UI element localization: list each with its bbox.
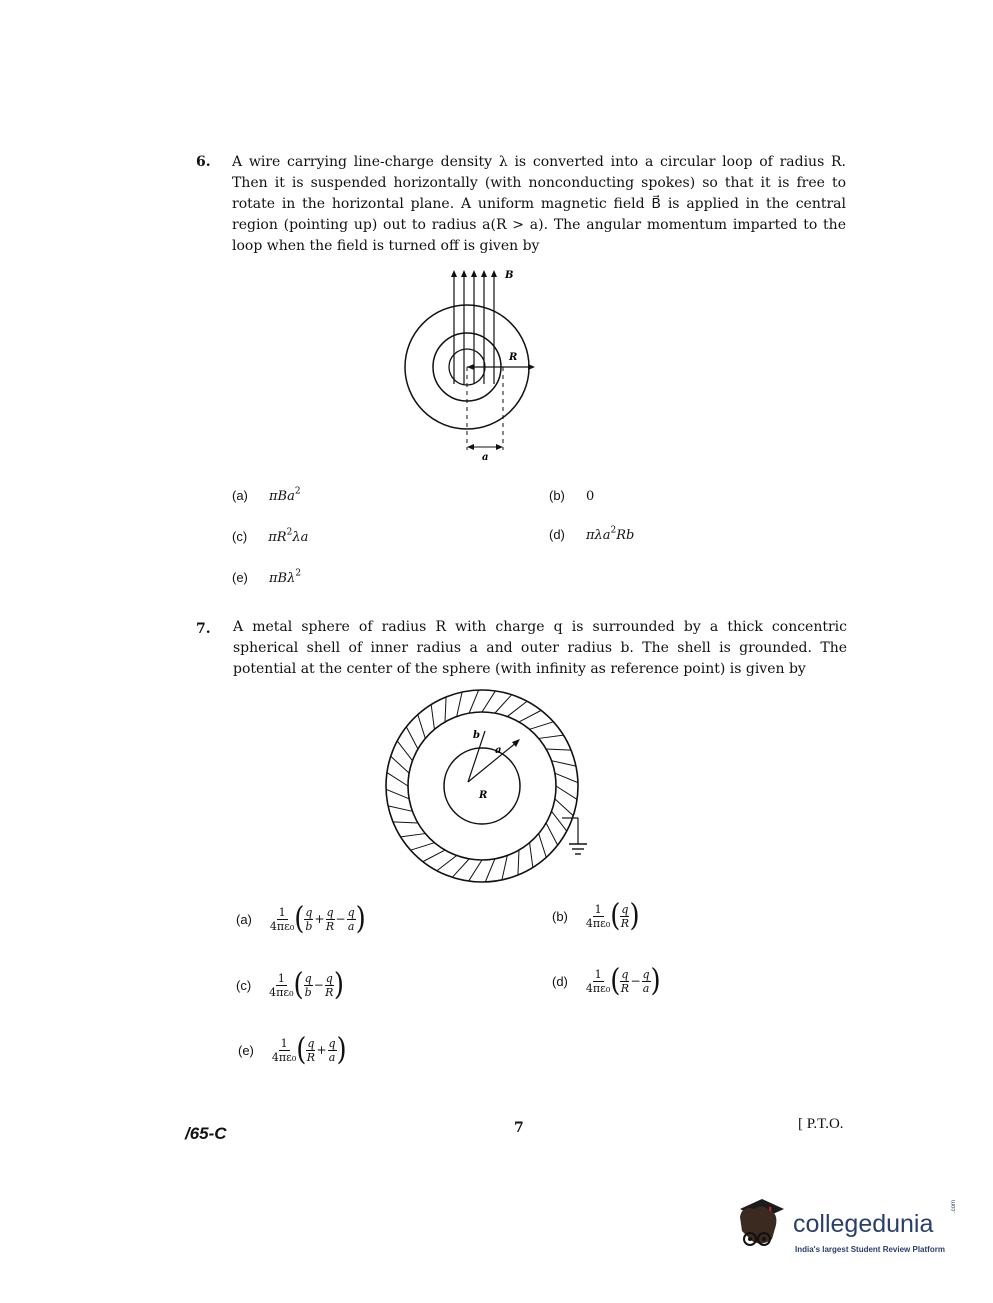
page-number: 7 — [514, 1120, 524, 1136]
label-a: a — [495, 745, 502, 756]
brand-name: collegedunia — [793, 1210, 934, 1238]
shell-hatch-line — [391, 756, 409, 773]
prefactor: $\frac{1}{\text{4πε₀}}$ — [271, 1036, 297, 1064]
shell-hatch-line — [469, 690, 479, 713]
option-tail: Rb — [616, 528, 635, 543]
paper-code: /65-C — [185, 1124, 227, 1143]
option-label: (b) — [552, 908, 568, 924]
shell-hatch-line — [411, 843, 435, 851]
shell-hatch-line — [388, 806, 412, 811]
question-7-number: 7. — [196, 621, 211, 637]
pto-label: [ P.T.O. — [798, 1116, 844, 1132]
shell-hatch-line — [387, 773, 408, 786]
option-value: πBa — [268, 489, 295, 504]
term: $\frac{q}{b}$ — [305, 905, 313, 933]
shell-hatch-line — [530, 843, 533, 868]
shell-hatch-line — [401, 834, 426, 837]
shell-hatch-line — [457, 692, 462, 716]
option-label: (d) — [552, 973, 568, 989]
shell-hatch-line — [397, 741, 412, 761]
shell-hatch-line — [423, 850, 445, 862]
option-label: (a) — [236, 911, 252, 927]
option-label: (c) — [232, 529, 248, 544]
prefactor: $\frac{1}{\text{4πε₀}}$ — [585, 902, 611, 930]
shell-hatch-line — [539, 834, 547, 858]
option-value: πBλ — [268, 571, 296, 586]
shell-hatch-line — [546, 749, 571, 750]
option-label: (d) — [549, 527, 565, 542]
label-B: B — [505, 270, 514, 281]
shell-hatch-line — [431, 705, 434, 730]
q6-option-a[interactable] — [232, 485, 301, 504]
collegedunia-mascot-logo — [732, 1195, 792, 1260]
term: $\frac{q}{R}$ — [620, 902, 630, 930]
option-value: πR — [268, 530, 287, 545]
shell-hatch-line — [406, 727, 418, 749]
option-label: (b) — [549, 488, 565, 503]
shell-hatch-line — [495, 695, 512, 713]
option-value: πλa — [585, 528, 611, 543]
option-sup: 2 — [295, 568, 302, 579]
q7-option-e[interactable]: (e) $\frac{1}{\text{4πε₀}}$ ( $\frac{q}{R}$ + $\frac{q}{a}$ ) — [238, 1032, 347, 1068]
brand-tagline: India's largest Student Review Platform — [795, 1245, 945, 1254]
term: $\frac{q}{R}$ — [620, 967, 630, 995]
term: $\frac{q}{b}$ — [304, 971, 312, 999]
shell-hatch-line — [386, 789, 409, 799]
question-7-text: A metal sphere of radius R with charge q is surrounded by a thick concentric spherical shell of inner radius a and outer radius b. The shell is grounded. The potential at the center of the sphere (with infinity as reference point) is given by — [233, 619, 847, 677]
option-label: (a) — [232, 488, 248, 503]
question-7-diagram — [372, 686, 602, 886]
prefactor: $\frac{1}{\text{4πε₀}}$ — [269, 971, 294, 999]
term: $\frac{q}{R}$ — [306, 1036, 316, 1064]
term: $\frac{q}{a}$ — [328, 1036, 336, 1064]
shell-hatch-line — [552, 761, 576, 766]
shell-hatch-line — [556, 786, 577, 799]
term: $\frac{q}{a}$ — [642, 967, 650, 995]
shell-hatch-line — [393, 822, 418, 823]
term: $\frac{q}{R}$ — [325, 905, 335, 933]
shell-hatch-line — [445, 697, 446, 722]
q7-option-a[interactable]: (a) $\frac{1}{\text{4πε₀}}$ ( $\frac{q}{b}$ + $\frac{q}{R}$ − $\frac{q}{a}$ ) — [236, 901, 366, 937]
option-sup: 2 — [286, 527, 293, 538]
label-R: R — [509, 352, 518, 363]
question-6-diagram — [395, 262, 555, 467]
shell-hatch-line — [555, 773, 578, 783]
question-6-number: 6. — [196, 154, 211, 170]
label-b: b — [473, 730, 480, 741]
q7-option-b[interactable]: (b) $\frac{1}{\text{4πε₀}}$ ( $\frac{q}{R}$ ) — [552, 898, 640, 934]
shell-hatch-line — [518, 850, 519, 875]
shell-hatch-line — [482, 691, 495, 712]
q6-option-b[interactable] — [549, 485, 594, 504]
shell-hatch-line — [546, 823, 558, 845]
prefactor: $\frac{1}{\text{4πε₀}}$ — [269, 905, 295, 933]
option-value: 0 — [585, 489, 595, 504]
shell-hatch-line — [502, 856, 507, 880]
shell-hatch-line — [530, 722, 554, 730]
shell-hatch-line — [507, 701, 527, 716]
shell-hatch-line — [552, 811, 567, 831]
label-a: a — [482, 452, 489, 463]
option-sup: 2 — [294, 486, 301, 497]
option-label: (c) — [236, 977, 252, 993]
brand-com: .com — [951, 1199, 957, 1213]
label-R: R — [479, 790, 488, 801]
option-tail: λa — [292, 530, 309, 545]
shell-hatch-line — [539, 735, 564, 738]
option-label: (e) — [232, 570, 248, 585]
q6-option-e[interactable] — [232, 567, 301, 586]
shell-hatch-line — [418, 715, 426, 739]
shell-hatch-line — [437, 856, 457, 871]
term: $\frac{q}{R}$ — [325, 971, 334, 999]
q6-option-d[interactable] — [549, 524, 634, 543]
question-6-text: A wire carrying line-charge density λ is converted into a circular loop of radius R. Then it is suspended horizontally (with nonconducting spokes) so that it is free to rotate in the horizontal plane. A uniform magnetic field B⃗ is applied in the central region (pointing up) out to radius a(R > a). The angular momentum imparted to the loop when the field is turned off is given by — [232, 154, 846, 254]
q7-option-c[interactable]: (c) $\frac{1}{\text{4πε₀}}$ ( $\frac{q}{b}$ − $\frac{q}{R}$ ) — [236, 967, 344, 1003]
shell-hatch-line — [469, 860, 482, 881]
term: $\frac{q}{a}$ — [347, 905, 355, 933]
shell-hatch-line — [555, 799, 573, 816]
prefactor: $\frac{1}{\text{4πε₀}}$ — [585, 967, 611, 995]
option-sup: 2 — [610, 525, 617, 536]
shell-hatch-line — [485, 859, 495, 882]
option-label: (e) — [238, 1042, 254, 1058]
shell-hatch-line — [452, 859, 469, 877]
q6-option-c[interactable] — [232, 526, 308, 545]
shell-hatch-line — [519, 710, 541, 722]
q7-option-d[interactable]: (d) $\frac{1}{\text{4πε₀}}$ ( $\frac{q}{R}$ − $\frac{q}{a}$ ) — [552, 963, 661, 999]
